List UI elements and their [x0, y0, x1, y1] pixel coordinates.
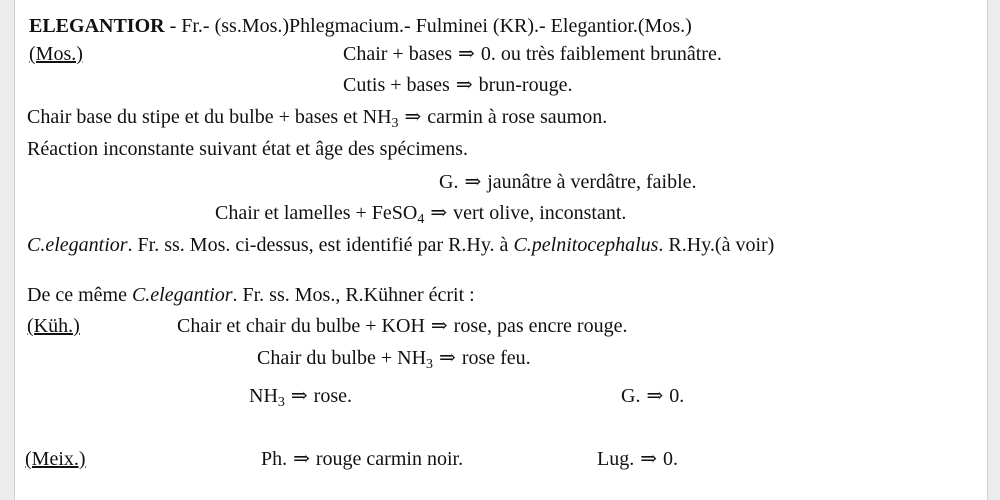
arrow-symbol: ⇒: [293, 448, 310, 470]
reaction-9-reagent: Chair et chair du bulbe + KOH: [177, 315, 425, 337]
reaction-3-reagent: Chair base du stipe et du bulbe + bases et NH: [27, 106, 392, 128]
reaction-2-reagent: Cutis + bases: [343, 74, 450, 96]
reaction-11-reagent: NH: [249, 385, 278, 407]
reaction-6-result: vert olive, inconstant.: [453, 202, 627, 224]
arrow-symbol: ⇒: [290, 385, 308, 407]
reaction-5-result: jaunâtre à verdâtre, faible.: [487, 171, 697, 193]
subscript: 3: [277, 395, 285, 410]
reaction-g-reagent: G.: [621, 385, 641, 407]
arrow-symbol: ⇒: [404, 106, 422, 128]
taxon-name: C.pelnitocephalus: [513, 234, 659, 256]
reaction-2-result: brun-rouge.: [478, 74, 573, 96]
reaction-row-11: [249, 384, 352, 408]
reaction-1-result: 0. ou très faiblement brunâtre.: [480, 43, 722, 65]
subscript: 3: [391, 116, 399, 131]
reaction-1-reagent: Chair + bases: [343, 43, 453, 65]
arrow-symbol: ⇒: [455, 74, 473, 96]
arrow-symbol: ⇒: [458, 43, 475, 65]
arrow-symbol: ⇒: [464, 171, 482, 193]
reaction-lug-reagent: Lug.: [597, 448, 635, 470]
identification-text: . Fr. ss. Mos. ci-dessus, est identifié par R.Hy. à: [127, 234, 514, 256]
intro-text: De ce même: [27, 284, 132, 306]
reaction-6-reagent: Chair et lamelles + FeSO: [215, 202, 418, 224]
ref-kuh: (Küh.): [27, 315, 80, 337]
reaction-row-1: [343, 42, 722, 66]
identification-line: [27, 233, 774, 257]
taxon-name: C.elegantior: [27, 234, 128, 256]
reaction-3-result: carmin à rose saumon.: [427, 106, 608, 128]
reaction-row-12: [261, 447, 463, 471]
arrow-symbol: ⇒: [646, 385, 664, 407]
reaction-row-2: [343, 73, 572, 97]
reaction-g-result: 0.: [669, 385, 685, 407]
reaction-row-9: [177, 314, 627, 338]
heading-line: [29, 14, 692, 38]
reaction-12-result: rouge carmin noir.: [315, 448, 464, 470]
reaction-10-reagent: Chair du bulbe + NH: [257, 347, 427, 369]
reaction-5-reagent: G.: [439, 171, 459, 193]
reaction-row-12-lug: [597, 447, 678, 471]
species-title: ELEGANTIOR: [29, 15, 165, 37]
ref-mos: (Mos.): [29, 43, 83, 65]
ref-meix: (Meix.): [25, 448, 86, 470]
identification-end: . R.Hy.(à voir): [658, 234, 775, 256]
note-line: Réaction inconstante suivant état et âge des spécimens.: [27, 138, 468, 160]
reaction-11-result: rose.: [313, 385, 352, 407]
reaction-9-result: rose, pas encre rouge.: [453, 315, 628, 337]
heading-classification: - Fr.- (ss.Mos.)Phlegmacium.- Fulminei (KR).- Elegantior.(Mos.): [164, 15, 692, 37]
reaction-row-3: [27, 105, 607, 129]
reaction-12-reagent: Ph.: [261, 448, 288, 470]
taxon-name: C.elegantior: [131, 284, 233, 306]
arrow-symbol: ⇒: [430, 315, 448, 337]
kuhner-intro-line: [27, 283, 475, 307]
arrow-symbol: ⇒: [640, 448, 657, 470]
reaction-lug-result: 0.: [662, 448, 678, 470]
reaction-10-result: rose feu.: [461, 347, 531, 369]
subscript: 3: [426, 357, 434, 372]
intro-text-end: . Fr. ss. Mos., R.Kühner écrit :: [232, 284, 475, 306]
subscript: 4: [417, 212, 425, 227]
reaction-row-10: [257, 346, 531, 370]
arrow-symbol: ⇒: [430, 202, 448, 224]
arrow-symbol: ⇒: [439, 347, 456, 369]
document-page: [14, 0, 988, 500]
reaction-row-5: [439, 170, 697, 194]
reaction-row-11-g: [621, 384, 684, 408]
reaction-row-6: [215, 201, 626, 225]
